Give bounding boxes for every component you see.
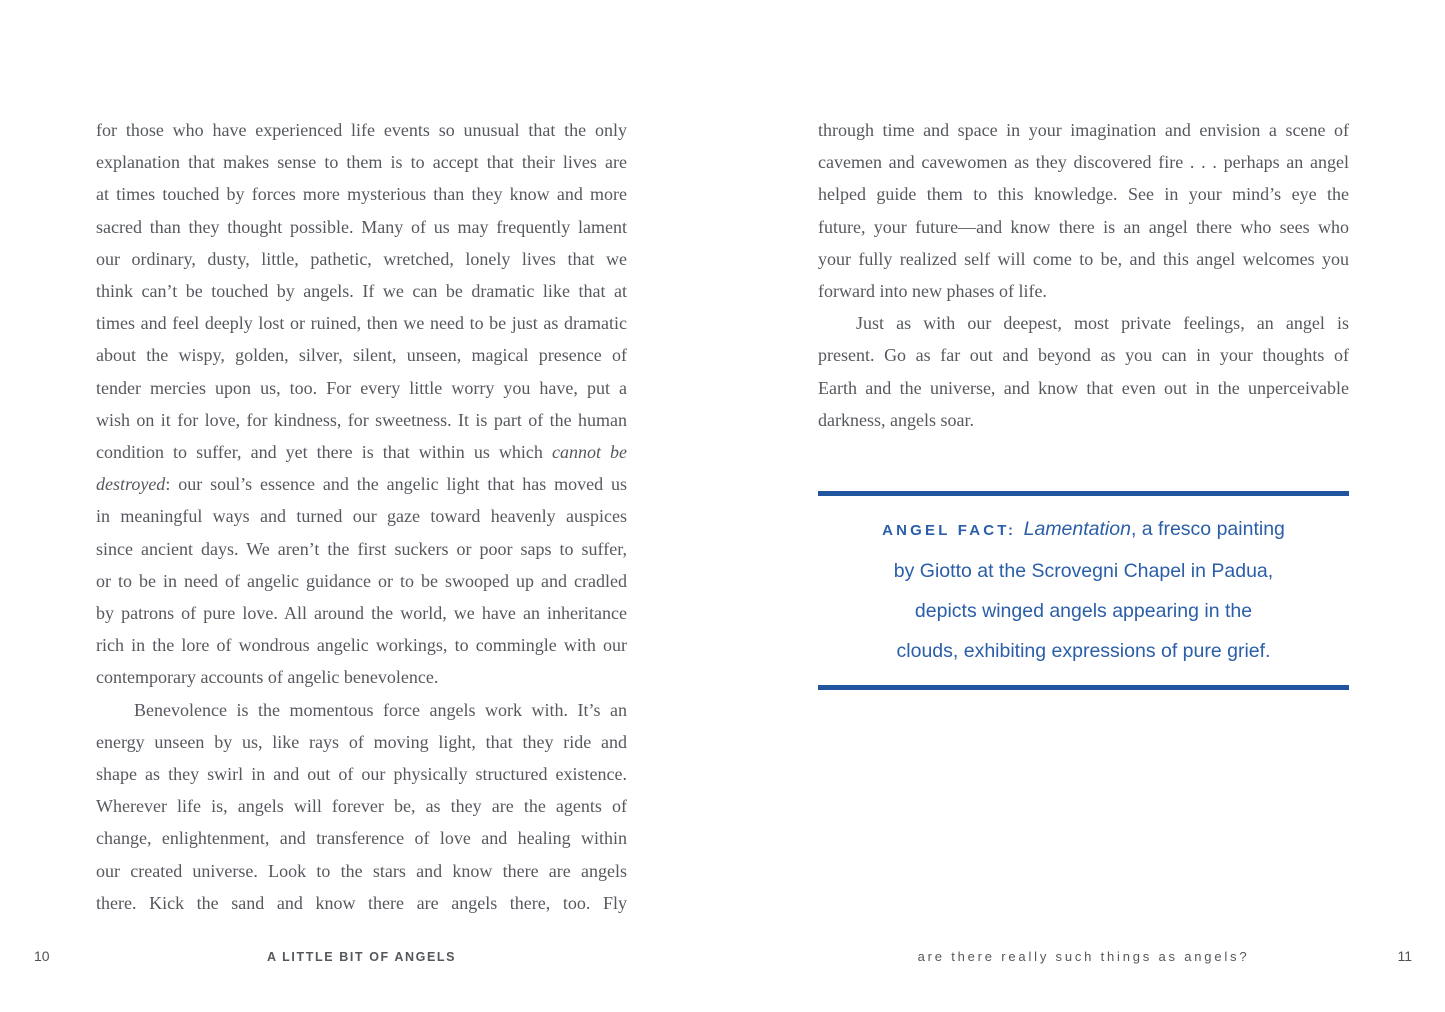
right-running-footer: are there really such things as angels? <box>917 949 1250 964</box>
text-line: in meaningful ways and turned our gaze toward heavenly auspices <box>96 506 627 527</box>
text-line: sacred than they thought possible. Many of us may frequently lament <box>96 216 627 237</box>
text-line: Just as with our deepest, most private feelings, an angel is <box>856 313 1349 334</box>
text-line: our created universe. Look to the stars and know there are angels <box>96 860 627 881</box>
right-page-text <box>818 114 1349 436</box>
text-line: tender mercies upon us, too. For every little worry you have, put a <box>96 377 627 398</box>
angel-fact-label: ANGEL FACT: <box>882 522 1017 539</box>
left-running-footer: A LITTLE BIT OF ANGELS <box>266 950 457 964</box>
fact-line: clouds, exhibiting expressions of pure grief. <box>896 640 1271 662</box>
text-line: cavemen and cavewomen as they discovered fire . . . perhaps an angel <box>818 152 1349 173</box>
text-line: wish on it for love, for kindness, for sweetness. It is part of the human <box>96 409 627 430</box>
text-line: think can’t be touched by angels. If we can be dramatic like that at <box>96 281 627 302</box>
text-line: rich in the lore of wondrous angelic workings, to commingle with our <box>96 635 627 656</box>
left-page-text <box>96 114 627 919</box>
text-line: Wherever life is, angels will forever be, as they are the agents of <box>96 796 627 817</box>
fact-line: depicts winged angels appearing in the <box>914 600 1253 622</box>
text-line: since ancient days. We aren’t the first suckers or poor saps to suffer, <box>96 538 627 559</box>
left-page-number: 10 <box>34 948 50 964</box>
fact-line: ANGEL FACT: Lamentation, a fresco painting <box>882 518 1285 540</box>
text-line: our ordinary, dusty, little, pathetic, wretched, lonely lives that we <box>96 248 627 269</box>
fact-line: by Giotto at the Scrovegni Chapel in Padua, <box>893 560 1274 582</box>
text-line: change, enlightenment, and transference of love and healing within <box>96 828 627 849</box>
text-line: forward into new phases of life. <box>818 281 1047 302</box>
text-line: through time and space in your imagination and envision a scene of <box>818 120 1349 140</box>
text-line: destroyed: our soul’s essence and the angelic light that has moved us <box>96 474 627 495</box>
text-line: energy unseen by us, like rays of moving light, that they ride and <box>96 731 627 752</box>
angel-fact-box <box>818 491 1349 690</box>
text-line: Benevolence is the momentous force angels work with. It’s an <box>134 699 627 720</box>
text-line: Earth and the universe, and know that even out in the unperceivable <box>818 377 1349 398</box>
text-line: condition to suffer, and yet there is that within us which cannot be <box>96 442 628 463</box>
text-line: darkness, angels soar. <box>818 409 974 430</box>
text-line: or to be in need of angelic guidance or to be swooped up and cradled <box>96 570 627 591</box>
text-line: contemporary accounts of angelic benevolence. <box>96 667 439 688</box>
text-line: at times touched by forces more mysterious than they know and more <box>96 184 627 205</box>
right-page-number: 11 <box>1397 948 1412 964</box>
text-line: helped guide them to this knowledge. See in your mind’s eye the <box>818 184 1349 205</box>
text-line: times and feel deeply lost or ruined, then we need to be just as dramatic <box>96 313 627 334</box>
text-line: about the wispy, golden, silver, silent, unseen, magical presence of <box>96 345 627 366</box>
text-line: for those who have experienced life events so unusual that the only <box>96 120 627 140</box>
text-line: future, your future—and know there is an angel there who sees who <box>818 216 1349 237</box>
text-line: shape as they swirl in and out of our physically structured existence. <box>96 764 627 785</box>
text-line: explanation that makes sense to them is to accept that their lives are <box>96 152 627 173</box>
text-line: present. Go as far out and beyond as you can in your thoughts of <box>818 345 1349 366</box>
text-line: by patrons of pure love. All around the world, we have an inheritance <box>96 603 627 624</box>
text-line: your fully realized self will come to be, and this angel welcomes you <box>818 248 1349 269</box>
text-line: there. Kick the sand and know there are angels there, too. Fly <box>96 892 627 913</box>
